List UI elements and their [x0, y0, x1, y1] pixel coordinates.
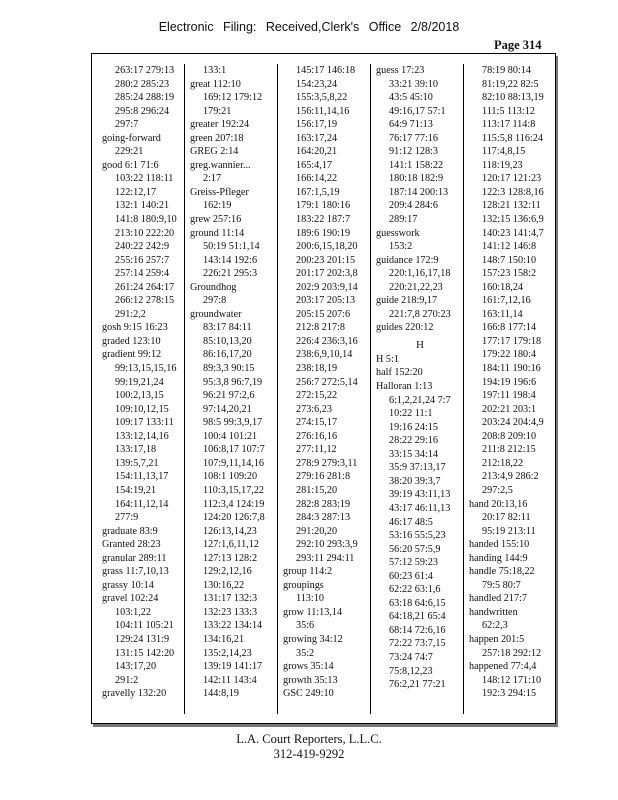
- index-page-refs: 2:17: [203, 173, 222, 185]
- index-entry: graduate 83:9: [102, 525, 158, 537]
- index-page-refs: 261:24 264:17: [115, 281, 175, 293]
- index-page-refs: 293:11 294:11: [296, 552, 355, 564]
- index-page-refs: 154:23,24: [296, 78, 338, 90]
- index-entry: green 207:18: [190, 132, 244, 144]
- index-entry: gosh 9:15 16:23: [102, 322, 168, 334]
- index-page-refs: 295:8 296:24: [115, 105, 170, 117]
- index-entry: good 6:1 71:6: [102, 159, 159, 171]
- index-page-refs: 109:10,12,15: [115, 403, 169, 415]
- section-letter-heading: H: [416, 338, 424, 351]
- index-page-refs: 209:4 284:6: [389, 200, 438, 212]
- index-entry: happened 77:4,4: [469, 661, 537, 673]
- index-page-refs: 192:3 294:15: [482, 688, 537, 700]
- index-page-refs: 64:9 71:13: [389, 119, 433, 131]
- index-page-refs: 166:14,22: [296, 173, 338, 185]
- index-page-refs: 183:22 187:7: [296, 214, 351, 226]
- index-page-refs: 278:9 279:3,11: [296, 457, 358, 469]
- index-page-refs: 156:11,14,16: [296, 105, 350, 117]
- footer-phone: 312-419-9292: [273, 747, 345, 761]
- index-box: [91, 53, 556, 724]
- index-page-refs: 81:19,22 82:5: [482, 78, 539, 90]
- index-entry: GSC 249:10: [283, 688, 334, 700]
- index-entry: handled 217:7: [469, 593, 528, 605]
- index-page-refs: 28:22 29:16: [389, 435, 438, 447]
- index-page-refs: 126:13,14,23: [203, 525, 257, 537]
- index-page-refs: 75:8,12,23: [389, 665, 433, 677]
- index-page-refs: 292:10 293:3,9: [296, 539, 358, 551]
- index-page-refs: 156:17,19: [296, 119, 338, 131]
- index-entry: group 114:2: [283, 566, 333, 578]
- footer: [0, 732, 618, 762]
- index-entry: guesswork: [376, 227, 420, 239]
- index-entry: Greiss-Pfleger: [190, 186, 249, 198]
- index-page-refs: 35:9 37:13,17: [389, 462, 446, 474]
- index-page-refs: 257:14 259:4: [115, 268, 170, 280]
- index-entry: graded 123:10: [102, 335, 161, 347]
- index-page-refs: 148:12 171:10: [482, 674, 542, 686]
- index-page-refs: 68:14 72:6,16: [389, 624, 446, 636]
- index-page-refs: 50:19 51:1,14: [203, 241, 260, 253]
- index-page-refs: 128:21 132:11: [482, 200, 541, 212]
- index-entry: handle 75:18,22: [469, 566, 535, 578]
- index-page-refs: 169:12 179:12: [203, 92, 263, 104]
- index-page-refs: 73:24 74:7: [389, 651, 433, 663]
- index-page-refs: 120:17 121:23: [482, 173, 542, 185]
- index-page-refs: 19:16 24:15: [389, 421, 438, 433]
- index-page-refs: 53:16 55:5,23: [389, 530, 446, 542]
- index-page-refs: 285:24 288:19: [115, 92, 175, 104]
- index-entry: happen 201:5: [469, 633, 525, 645]
- index-entry: gradient 99:12: [102, 349, 162, 361]
- index-page-refs: 164:20,21: [296, 146, 338, 158]
- index-page-refs: 194:19 196:6: [482, 376, 537, 388]
- index-page-refs: 202:21 203:1: [482, 403, 537, 415]
- index-page-refs: 289:17: [389, 214, 418, 226]
- index-entry: gravelly 132:20: [102, 688, 167, 700]
- index-page-refs: 272:15,22: [296, 390, 338, 402]
- index-page-refs: 46:17 48:5: [389, 516, 433, 528]
- index-page-refs: 143:17,20: [115, 661, 157, 673]
- index-page-refs: 134:16,21: [203, 633, 245, 645]
- index-page-refs: 291:20,20: [296, 525, 338, 537]
- index-page-refs: 112:3,4 124:19: [203, 498, 265, 510]
- index-page-refs: 179:22 180:4: [482, 349, 537, 361]
- index-page-refs: 238:18,19: [296, 363, 338, 375]
- index-page-refs: 35:2: [296, 647, 315, 659]
- index-page-refs: 6:1,2,21,24 7:7: [389, 394, 451, 406]
- index-page-refs: 203:17 205:13: [296, 295, 356, 307]
- index-page-refs: 179:21: [203, 105, 232, 117]
- index-page-refs: 238:6,9,10,14: [296, 349, 353, 361]
- index-page-refs: 162:19: [203, 200, 232, 212]
- index-page-refs: 79:5 80:7: [482, 579, 521, 591]
- index-page-refs: 154:19,21: [115, 484, 157, 496]
- index-page-refs: 201:17 202:3,8: [296, 268, 358, 280]
- index-page-refs: 143:14 192:6: [203, 254, 258, 266]
- index-page-refs: 89:3,3 90:15: [203, 363, 255, 375]
- index-page-refs: 276:16,16: [296, 430, 338, 442]
- page-number: Page 314: [494, 38, 542, 52]
- index-page-refs: 133:1: [203, 65, 227, 76]
- index-page-refs: 76:17 77:16: [389, 132, 438, 144]
- index-entry: guess 17:23: [376, 65, 425, 76]
- index-entry: greater 192:24: [190, 119, 250, 131]
- index-page-refs: 179:1 180:16: [296, 200, 351, 212]
- index-page-refs: 33:15 34:14: [389, 448, 438, 460]
- index-page-refs: 221:7,8 270:23: [389, 308, 451, 320]
- index-page-refs: 297:2,5: [482, 484, 513, 496]
- index-page-refs: 82:10 88:13,19: [482, 92, 544, 104]
- index-page-refs: 266:12 278:15: [115, 295, 175, 307]
- index-page-refs: 291:2: [115, 674, 139, 686]
- index-page-refs: 132:23 133:3: [203, 606, 258, 618]
- index-page-refs: 57:12 59:23: [389, 557, 438, 569]
- index-entry: ground 11:14: [190, 227, 245, 239]
- index-page-refs: 133:17,18: [115, 444, 157, 456]
- index-page-refs: 161:7,12,16: [482, 295, 531, 307]
- index-page-refs: 133:22 134:14: [203, 620, 263, 632]
- index-entry: grow 11:13,14: [283, 606, 343, 618]
- index-page-refs: 132:15 136:6,9: [482, 214, 544, 226]
- index-page-refs: 153:2: [389, 241, 413, 253]
- index-page-refs: 139:19 141:17: [203, 661, 263, 673]
- index-page-refs: 213:4,9 286:2: [482, 471, 539, 483]
- index-page-refs: 64:18,21 65:4: [389, 611, 446, 623]
- index-page-refs: 111:5 113:12: [482, 105, 535, 117]
- index-page-refs: 297:8: [203, 295, 227, 307]
- index-page-refs: 155:3,5,8,22: [296, 92, 348, 104]
- index-entry: granular 289:11: [102, 552, 167, 564]
- index-page-refs: 148:7 150:10: [482, 254, 537, 266]
- index-column-4: [370, 64, 464, 714]
- index-entry: groupings: [283, 579, 324, 591]
- index-entry: gravel 102:24: [102, 593, 159, 605]
- index-page-refs: 256:7 272:5,14: [296, 376, 358, 388]
- index-page-refs: 213:10 222:20: [115, 227, 175, 239]
- index-entry: going-forward: [102, 132, 161, 144]
- index-entry: handing 144:9: [469, 552, 528, 564]
- index-entry: guides 220:12: [376, 322, 434, 334]
- index-column-3: [277, 64, 371, 714]
- index-page-refs: 100:2,13,15: [115, 390, 164, 402]
- index-page-refs: 291:2,2: [115, 308, 146, 320]
- index-page-refs: 99:19,21,24: [115, 376, 164, 388]
- index-page-refs: 63:18 64:6,15: [389, 597, 446, 609]
- index-entry: handwritten: [469, 606, 518, 618]
- index-entry: groundwater: [190, 308, 242, 320]
- index-page-refs: 132:1 140:21: [115, 200, 170, 212]
- index-page-refs: 127:13 128:2: [203, 552, 258, 564]
- index-page-refs: 142:11 143:4: [203, 674, 257, 686]
- index-page-refs: 157:23 158:2: [482, 268, 537, 280]
- index-page-refs: 129:2,12,16: [203, 566, 252, 578]
- index-page-refs: 33:21 39:10: [389, 78, 438, 90]
- index-page-refs: 86:16,17,20: [203, 349, 252, 361]
- index-page-refs: 141:1 158:22: [389, 159, 444, 171]
- index-page-refs: 141:12 146:8: [482, 241, 537, 253]
- index-page-refs: 130:16,22: [203, 579, 245, 591]
- index-page-refs: 100:4 101:21: [203, 430, 258, 442]
- index-entry: grass 11:7,10,13: [102, 566, 169, 578]
- index-page-refs: 202:9 203:9,14: [296, 281, 358, 293]
- index-page-refs: 115:5,8 116:24: [482, 132, 543, 144]
- index-page-refs: 200:23 201:15: [296, 254, 356, 266]
- index-page-refs: 220:21,22,23: [389, 281, 443, 293]
- index-entry: growing 34:12: [283, 633, 343, 645]
- index-page-refs: 85:10,13,20: [203, 335, 252, 347]
- index-page-refs: 95:3,8 96:7,19: [203, 376, 263, 388]
- index-page-refs: 108:1 109:20: [203, 471, 258, 483]
- index-entry: grew 257:16: [190, 214, 242, 226]
- index-page-refs: 113:17 114:8: [482, 119, 536, 131]
- index-page-refs: 226:21 295:3: [203, 268, 258, 280]
- index-page-refs: 208:8 209:10: [482, 430, 537, 442]
- index-page-refs: 106:8,17 107:7: [203, 444, 265, 456]
- index-page-refs: 205:15 207:6: [296, 308, 351, 320]
- index-page-refs: 197:11 198:4: [482, 390, 536, 402]
- index-page-refs: 281:15,20: [296, 484, 338, 496]
- index-page-refs: 257:18 292:12: [482, 647, 542, 659]
- index-page-refs: 60:23 61:4: [389, 570, 433, 582]
- index-page-refs: 166:8 177:14: [482, 322, 537, 334]
- index-page-refs: 113:10: [296, 593, 324, 605]
- index-entry: guidance 172:9: [376, 254, 439, 266]
- index-page-refs: 117:4,8,15: [482, 146, 526, 158]
- index-page-refs: 78:19 80:14: [482, 65, 531, 76]
- index-page-refs: 220:1,16,17,18: [389, 268, 451, 280]
- index-page-refs: 277:11,12: [296, 444, 337, 456]
- index-page-refs: 109:17 133:11: [115, 417, 174, 429]
- index-page-refs: 139:5,7,21: [115, 457, 159, 469]
- index-entry: H 5:1: [376, 353, 399, 365]
- index-page-refs: 35:6: [296, 620, 315, 632]
- index-page-refs: 104:11 105:21: [115, 620, 174, 632]
- index-page-refs: 277:9: [115, 512, 139, 524]
- index-page-refs: 96:21 97:2,6: [203, 390, 255, 402]
- index-page-refs: 144:8,19: [203, 688, 239, 700]
- index-page-refs: 62:2,3: [482, 620, 508, 632]
- index-entry: great 112:10: [190, 78, 241, 90]
- index-page-refs: 255:16 257:7: [115, 254, 170, 266]
- index-page-refs: 118:19,23: [482, 159, 523, 171]
- index-column-2: [184, 64, 278, 714]
- index-page-refs: 10:22 11:1: [389, 408, 433, 420]
- index-page-refs: 163:17,24: [296, 132, 338, 144]
- index-page-refs: 135:2,14,23: [203, 647, 252, 659]
- index-page-refs: 103:1,22: [115, 606, 151, 618]
- index-page-refs: 203:24 204:4,9: [482, 417, 544, 429]
- index-page-refs: 107:9,11,14,16: [203, 457, 265, 469]
- index-page-refs: 284:3 287:13: [296, 512, 351, 524]
- index-page-refs: 187:14 200:13: [389, 186, 449, 198]
- index-page-refs: 62:22 63:1,6: [389, 584, 441, 596]
- index-page-refs: 141:8 180:9,10: [115, 214, 177, 226]
- index-entry: growth 35:13: [283, 674, 338, 686]
- index-page-refs: 122:12,17: [115, 186, 157, 198]
- index-page-refs: 72:22 73:7,15: [389, 638, 446, 650]
- index-page-refs: 124:20 126:7,8: [203, 512, 265, 524]
- index-page-refs: 160:18,24: [482, 281, 524, 293]
- index-entry: handed 155:10: [469, 539, 530, 551]
- index-page-refs: 180:18 182:9: [389, 173, 444, 185]
- index-page-refs: 39:19 43:11,13: [389, 489, 451, 501]
- index-page-refs: 43:5 45:10: [389, 92, 433, 104]
- index-page-refs: 49:16,17 57:1: [389, 105, 446, 117]
- index-page-refs: 274:15,17: [296, 417, 338, 429]
- index-page-refs: 91:12 128:3: [389, 146, 438, 158]
- index-page-refs: 98:5 99:3,9,17: [203, 417, 263, 429]
- index-page-refs: 167:1,5,19: [296, 186, 340, 198]
- index-page-refs: 97:14,20,21: [203, 403, 252, 415]
- index-page-refs: 212:8 217:8: [296, 322, 345, 334]
- index-entry: hand 20:13,16: [469, 498, 528, 510]
- index-page-refs: 95:19 213:11: [482, 525, 536, 537]
- index-page-refs: 20:17 82:11: [482, 512, 531, 524]
- index-entry: greg.wannier...: [190, 159, 251, 171]
- index-entry: Halloran 1:13: [376, 381, 433, 393]
- index-page-refs: 129:24 131:9: [115, 633, 170, 645]
- index-page-refs: 122:3 128:8,16: [482, 186, 544, 198]
- index-page-refs: 110:3,15,17,22: [203, 484, 265, 496]
- index-column-5: [463, 64, 555, 714]
- index-page-refs: 99:13,15,15,16: [115, 363, 177, 375]
- index-page-refs: 83:17 84:11: [203, 322, 252, 334]
- index-page-refs: 240:22 242:9: [115, 241, 170, 253]
- index-entry: grows 35:14: [283, 661, 334, 673]
- index-column-1: [102, 64, 190, 714]
- index-page-refs: 76:2,21 77:21: [389, 679, 446, 691]
- index-page-refs: 200:6,15,18,20: [296, 241, 358, 253]
- index-page-refs: 154:11,13,17: [115, 471, 169, 483]
- index-page-refs: 279:16 281:8: [296, 471, 351, 483]
- index-page-refs: 43:17 46:11,13: [389, 502, 451, 514]
- index-page-refs: 133:12,14,16: [115, 430, 169, 442]
- index-entry: grassy 10:14: [102, 579, 154, 591]
- index-page-refs: 189:6 190:19: [296, 227, 351, 239]
- index-entry: GREG 2:14: [190, 146, 239, 158]
- index-page-refs: 273:6,23: [296, 403, 332, 415]
- index-page-refs: 56:20 57:5,9: [389, 543, 441, 555]
- index-page-refs: 280:2 285:23: [115, 78, 170, 90]
- index-page-refs: 140:23 141:4,7: [482, 227, 544, 239]
- index-page-refs: 131:15 142:20: [115, 647, 175, 659]
- index-page-refs: 297:7: [115, 119, 139, 131]
- index-page-refs: 211:8 212:15: [482, 444, 536, 456]
- index-page-refs: 282:8 283:19: [296, 498, 351, 510]
- index-page-refs: 163:11,14: [482, 308, 523, 320]
- index-entry: guide 218:9,17: [376, 295, 438, 307]
- index-page-refs: 145:17 146:18: [296, 65, 356, 76]
- index-page-refs: 177:17 179:18: [482, 335, 542, 347]
- index-page-refs: 226:4 236:3,16: [296, 335, 358, 347]
- index-page-refs: 212:18,22: [482, 457, 524, 469]
- footer-company: L.A. Court Reporters, L.L.C.: [236, 732, 382, 746]
- index-entry: half 152:20: [376, 367, 423, 379]
- index-page-refs: 38:20 39:3,7: [389, 475, 441, 487]
- index-page-refs: 229:21: [115, 146, 144, 158]
- filing-header: Electronic Filing: Received,Clerk's Office 2/8/2018: [158, 20, 460, 34]
- index-entry: Groundhog: [190, 281, 237, 293]
- index-page-refs: 184:11 190:16: [482, 363, 541, 375]
- index-entry: Granted 28:23: [102, 539, 161, 551]
- index-page-refs: 103:22 118:11: [115, 173, 174, 185]
- index-page-refs: 131:17 132:3: [203, 593, 258, 605]
- index-page-refs: 127:1,6,11,12: [203, 539, 259, 551]
- index-page-refs: 164:11,12,14: [115, 498, 169, 510]
- index-page-refs: 263:17 279:13: [115, 65, 175, 76]
- index-page-refs: 165:4,17: [296, 159, 332, 171]
